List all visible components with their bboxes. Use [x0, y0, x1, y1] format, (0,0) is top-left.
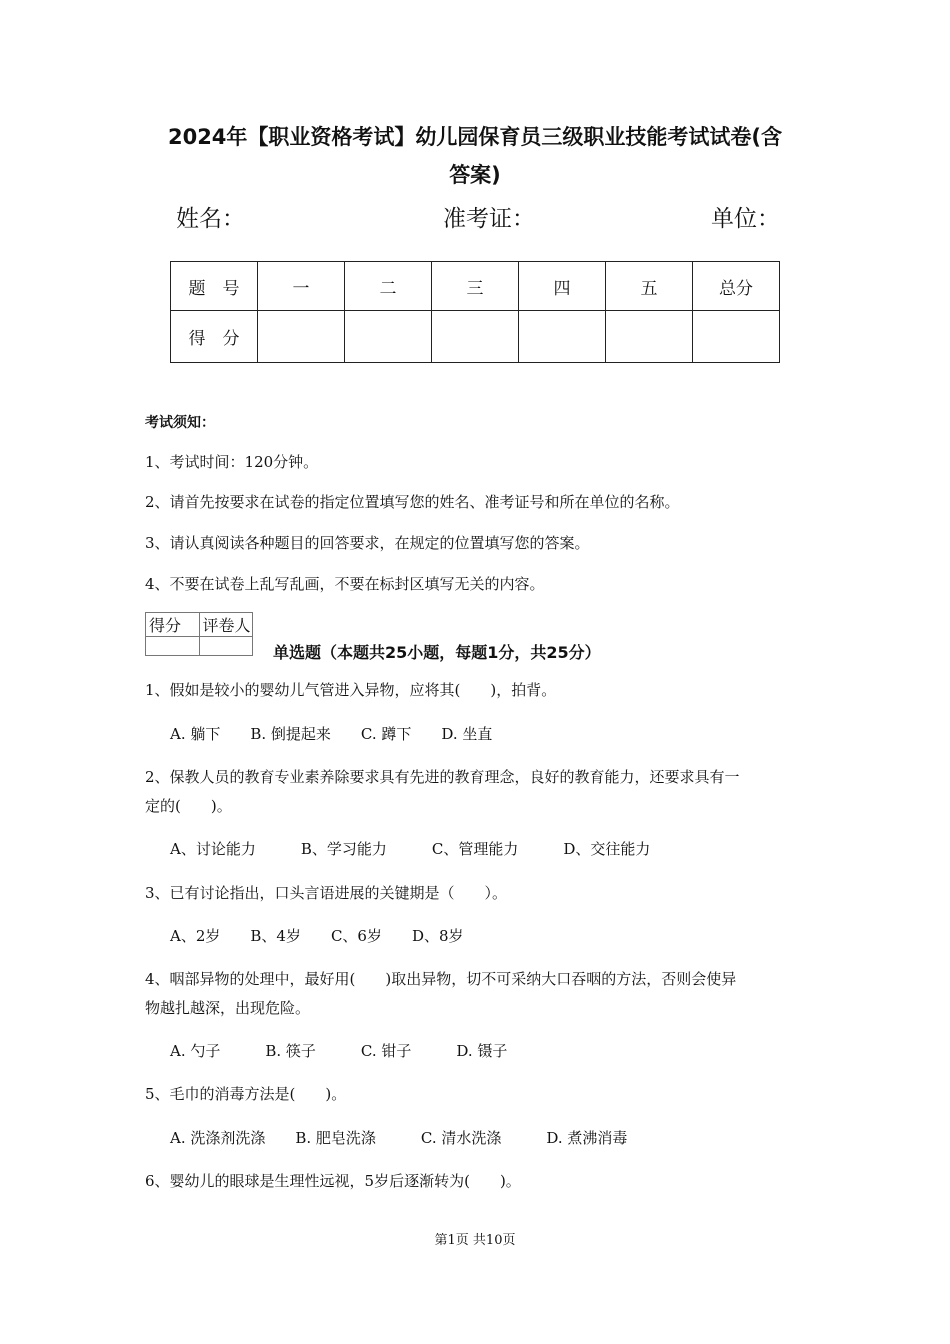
note-item: 2、请首先按要求在试卷的指定位置填写您的姓名、准考证号和所在单位的名称。: [145, 493, 680, 511]
title-line-2: 答案): [449, 163, 501, 187]
title-line-1: 2024年【职业资格考试】幼儿园保育员三级职业技能考试试卷(含: [167, 125, 783, 149]
score-input-cell[interactable]: [432, 311, 519, 363]
notes-heading: 考试须知：: [145, 415, 215, 431]
score-table-cell: 五: [606, 262, 693, 311]
score-table-cell: 二: [345, 262, 432, 311]
score-table-cell: 三: [432, 262, 519, 311]
grader-box-score-label: 得分: [146, 613, 200, 637]
score-table: [170, 261, 780, 363]
question-1-options: A. 躺下 B. 倒提起来 C. 蹲下 D. 坐直: [170, 725, 493, 743]
question-5-options: A. 洗涤剂洗涤 B. 肥皂洗涤 C. 清水洗涤 D. 煮沸消毒: [170, 1129, 628, 1147]
score-table-score-row: [171, 311, 780, 363]
grader-box: [145, 612, 253, 656]
grader-box-grader-cell[interactable]: [199, 637, 253, 656]
question-5-stem: 5、毛巾的消毒方法是( )。: [145, 1085, 347, 1103]
note-item: 4、不要在试卷上乱写乱画，不要在标封区填写无关的内容。: [145, 575, 545, 593]
question-3-stem: 3、已有讨论指出，口头言语进展的关键期是（ ）。: [145, 884, 508, 902]
question-4-options: A. 勺子 B. 筷子 C. 钳子 D. 镊子: [170, 1042, 508, 1060]
unit-label: 单位：: [711, 206, 780, 232]
question-3-options: A、2岁 B、4岁 C、6岁 D、8岁: [170, 927, 464, 945]
exam-number-label: 准考证：: [443, 206, 535, 232]
score-input-cell[interactable]: [258, 311, 345, 363]
question-4-stem-cont: 物越扎越深，出现危险。: [145, 999, 311, 1017]
grader-box-grader-label: 评卷人: [199, 613, 253, 637]
question-6-stem: 6、婴幼儿的眼球是生理性远视，5岁后逐渐转为( )。: [145, 1172, 521, 1190]
score-table-cell: 四: [519, 262, 606, 311]
question-1-stem: 1、假如是较小的婴幼儿气管进入异物，应将其( )，拍背。: [145, 681, 557, 699]
question-2-stem-cont: 定的( )。: [145, 797, 232, 815]
question-2-stem: 2、保教人员的教育专业素养除要求具有先进的教育理念，良好的教育能力，还要求具有一: [145, 768, 740, 786]
score-table-cell: 一: [258, 262, 345, 311]
score-input-cell[interactable]: [345, 311, 432, 363]
name-label: 姓名：: [176, 206, 245, 232]
score-input-cell[interactable]: [693, 311, 780, 363]
score-input-cell[interactable]: [519, 311, 606, 363]
question-4-stem: 4、咽部异物的处理中，最好用( )取出异物，切不可采纳大口吞咽的方法，否则会使异: [145, 970, 737, 988]
score-input-cell[interactable]: [606, 311, 693, 363]
note-item: 3、请认真阅读各种题目的回答要求，在规定的位置填写您的答案。: [145, 534, 590, 552]
note-item: 1、考试时间：120分钟。: [145, 453, 319, 471]
section-title: 单选题（本题共25小题，每题1分，共25分）: [273, 643, 601, 662]
score-table-cell: 题 号: [171, 262, 258, 311]
score-table-header-row: [171, 262, 780, 311]
question-2-options: A、讨论能力 B、学习能力 C、管理能力 D、交往能力: [170, 840, 651, 858]
score-table-cell: 得 分: [171, 311, 258, 363]
page-footer: 第1页 共10页: [434, 1233, 516, 1248]
score-table-cell: 总分: [693, 262, 780, 311]
exam-title: [120, 118, 830, 194]
grader-box-score-cell[interactable]: [146, 637, 200, 656]
